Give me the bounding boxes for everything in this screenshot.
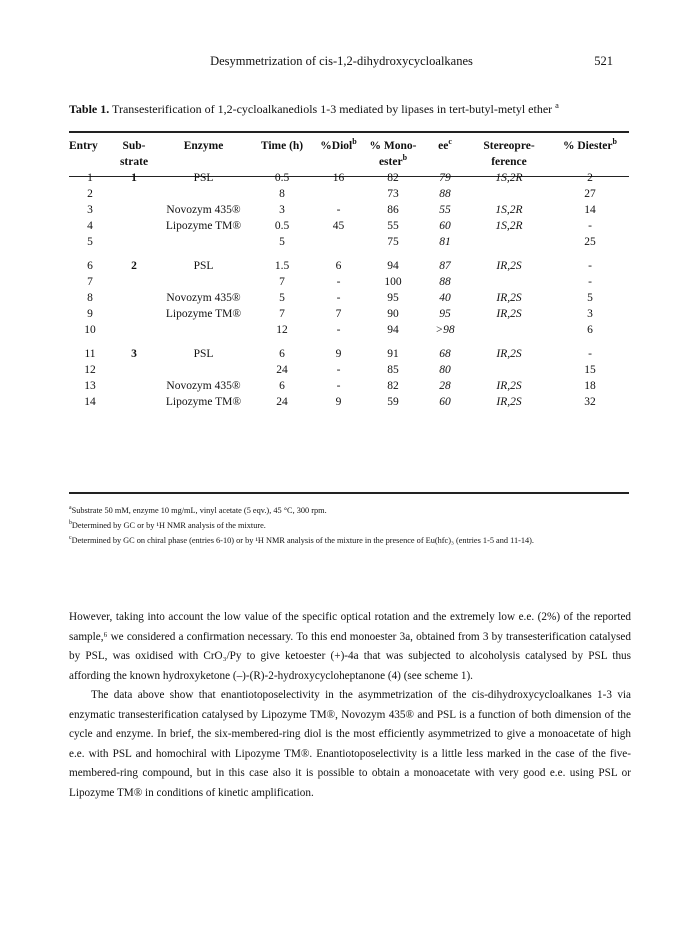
cell-time: 7 — [279, 276, 285, 288]
cell-time: 1.5 — [274, 260, 290, 272]
cell-diol: 6 — [335, 260, 342, 272]
cell-stereo: 1S,2R — [495, 172, 523, 184]
cell-substrate — [111, 362, 157, 378]
cell-entry: 3 — [87, 204, 93, 216]
cell-mono: 82 — [387, 380, 399, 392]
col-diester: % Diester$^b$ — [563, 137, 617, 152]
cell-entry: 14 — [84, 396, 96, 408]
cell-time: 6 — [279, 380, 285, 392]
cell-diester: 15 — [584, 364, 596, 376]
cell-diol: - — [336, 364, 341, 376]
cell-substrate — [111, 378, 157, 394]
cell-stereo — [467, 234, 551, 250]
cell-diester: 6 — [587, 324, 593, 336]
cell-substrate — [111, 306, 157, 322]
table-bottom-rule — [69, 492, 629, 494]
cell-entry: 7 — [87, 276, 93, 288]
col-monoester: % Mono- ester$^b$ — [369, 140, 417, 168]
col-diol: %Diol$^b$ — [320, 137, 357, 152]
table-row — [69, 306, 629, 322]
table-row — [69, 378, 629, 394]
cell-ee: 88 — [439, 188, 451, 200]
cell-substrate — [111, 202, 157, 218]
table-caption — [69, 102, 629, 117]
cell-substrate: 2 — [131, 260, 137, 272]
cell-entry: 2 — [87, 188, 93, 200]
cell-diol — [314, 234, 363, 250]
cell-diester: - — [588, 260, 592, 272]
cell-diester: 18 — [584, 380, 596, 392]
cell-diol: 9 — [335, 348, 342, 360]
cell-ee: 81 — [439, 236, 451, 248]
cell-ee: 28 — [439, 380, 451, 392]
cell-stereo: IR,2S — [496, 260, 522, 272]
cell-entry: 8 — [87, 292, 93, 304]
cell-diester: 32 — [584, 396, 596, 408]
cell-substrate — [111, 290, 157, 306]
cell-diol: 16 — [332, 172, 345, 184]
cell-enzyme — [157, 234, 250, 250]
cell-entry: 6 — [87, 260, 93, 272]
cell-substrate: 3 — [131, 348, 137, 360]
cell-substrate — [111, 322, 157, 338]
table-row — [69, 218, 629, 234]
cell-diol: 7 — [335, 308, 342, 320]
col-enzyme: Enzyme — [183, 140, 224, 152]
cell-enzyme — [157, 186, 250, 202]
table-header-row — [69, 138, 629, 170]
cell-stereo: IR,2S — [496, 308, 522, 320]
table-caption-text: Transesterification of 1,2-cycloalkanediols 1-3 mediated by lipases in tert-butyl-metyl ether — [112, 102, 553, 116]
cell-ee: 60 — [439, 220, 451, 232]
table-label: Table 1. — [69, 102, 110, 116]
cell-mono: 86 — [387, 204, 399, 216]
cell-enzyme — [157, 322, 250, 338]
col-entry: Entry — [69, 140, 98, 152]
cell-diester: 27 — [584, 188, 596, 200]
cell-ee: 68 — [439, 348, 451, 360]
cell-substrate: 1 — [131, 172, 137, 184]
cell-mono: 95 — [387, 292, 399, 304]
table-footnotes — [69, 503, 631, 548]
cell-diol: 9 — [335, 396, 342, 408]
cell-mono: 75 — [387, 236, 399, 248]
cell-ee: 80 — [439, 364, 451, 376]
cell-substrate — [111, 186, 157, 202]
cell-entry: 11 — [84, 348, 96, 360]
table-row — [69, 362, 629, 378]
cell-mono: 55 — [387, 220, 399, 232]
col-substrate: Sub- strate — [119, 140, 149, 168]
cell-time: 6 — [279, 348, 285, 360]
cell-mono: 94 — [387, 324, 399, 336]
cell-substrate — [111, 218, 157, 234]
cell-ee: 55 — [439, 204, 451, 216]
cell-enzyme: Novozym 435® — [166, 380, 241, 392]
cell-ee: 87 — [439, 260, 451, 272]
cell-mono: 100 — [384, 276, 402, 288]
cell-diester: 25 — [584, 236, 596, 248]
cell-mono: 82 — [387, 172, 399, 184]
cell-entry: 5 — [87, 236, 93, 248]
results-table — [69, 138, 629, 410]
cell-diol: - — [336, 276, 341, 288]
cell-ee: 79 — [439, 172, 451, 184]
cell-time: 0.5 — [274, 220, 290, 232]
cell-entry: 4 — [87, 220, 93, 232]
cell-enzyme: Lipozyme TM® — [165, 396, 242, 408]
table-row — [69, 234, 629, 250]
cell-entry: 10 — [84, 324, 96, 336]
paragraph-2: The data above show that enantiotoposelectivity in the asymmetrization of the cis-dihydroxycycloalkanes 1-3 via enzymatic transesterification catalysed by Lipozyme TM®, Novozym 435® and PSL is a function of both dimension of the cycle and enzyme. In brief, the six-membered-ring diol is the most efficiently asymmetrized to give a monoacetate of high e.e. with PSL and homochiral with Lipozyme TM®. Enantiotoposelectivity is a little less marked in the case of the five-membered-ring compound, but in this case also it is possible to obtain a monoacetate with very good e.e. using PSL or Lipozyme TM® in conditions of kinetic amplification. — [69, 689, 631, 799]
table-row — [69, 394, 629, 410]
table-row — [69, 346, 629, 362]
cell-stereo: IR,2S — [496, 380, 522, 392]
table-row — [69, 274, 629, 290]
cell-substrate — [111, 234, 157, 250]
cell-enzyme: Lipozyme TM® — [165, 220, 242, 232]
cell-mono: 59 — [387, 396, 399, 408]
cell-diester: - — [588, 276, 592, 288]
cell-ee: 60 — [439, 396, 451, 408]
cell-ee: 88 — [439, 276, 451, 288]
cell-enzyme: PSL — [193, 348, 214, 360]
table-row — [69, 290, 629, 306]
cell-diol: - — [336, 380, 341, 392]
table-row — [69, 202, 629, 218]
cell-diester: 2 — [587, 172, 593, 184]
cell-diol — [314, 186, 363, 202]
cell-entry: 12 — [84, 364, 96, 376]
cell-stereo — [467, 362, 551, 378]
col-stereopreference: Stereopre- ference — [483, 140, 535, 168]
cell-stereo — [467, 186, 551, 202]
table-row — [69, 170, 629, 186]
cell-enzyme: PSL — [193, 260, 214, 272]
col-time: Time (h) — [260, 140, 304, 152]
running-title: Desymmetrization of cis-1,2-dihydroxycycloalkanes — [210, 54, 473, 68]
table-row — [69, 322, 629, 338]
cell-diester: 3 — [587, 308, 593, 320]
table-row — [69, 186, 629, 202]
cell-entry: 9 — [87, 308, 93, 320]
col-ee: $ee^c$ — [438, 137, 452, 152]
cell-diol: 45 — [332, 220, 345, 232]
cell-time: 24 — [276, 364, 288, 376]
cell-time: 24 — [276, 396, 288, 408]
cell-diester: - — [588, 348, 592, 360]
cell-entry: 1 — [87, 172, 93, 184]
cell-mono: 73 — [387, 188, 399, 200]
paragraph-1: However, taking into account the low value of the specific optical rotation and the extremely low e.e. (2%) of the reported sample,⁶ we considered a confirmation necessary. To this end monoester 3a, obtained from 3 by transesterification catalysed by PSL, was oxidised with CrO₃/Py to give ketoester (+)-4a that was subjected to alcoholysis catalysed by PSL thus affording the known hydroxyketone (–)-(R)-2-hydroxycycloheptanone (4) (see scheme 1). — [69, 611, 631, 682]
cell-mono: 85 — [387, 364, 399, 376]
cell-enzyme: PSL — [193, 172, 214, 184]
cell-enzyme: Lipozyme TM® — [165, 308, 242, 320]
cell-time: 3 — [279, 204, 285, 216]
cell-enzyme — [157, 362, 250, 378]
cell-stereo — [467, 274, 551, 290]
table-top-rule — [69, 131, 629, 133]
footnote-a: $^a$Substrate 50 mM, enzyme 10 mg/mL, vinyl acetate (5 eqv.), 45 °C, 300 rpm. — [69, 505, 327, 515]
cell-diol: - — [336, 204, 341, 216]
cell-time: 5 — [279, 292, 285, 304]
table-row — [69, 258, 629, 274]
cell-entry: 13 — [84, 380, 96, 392]
caption-footnote-mark: a — [555, 101, 559, 110]
cell-mono: 90 — [387, 308, 399, 320]
cell-time: 8 — [279, 188, 285, 200]
cell-enzyme — [157, 274, 250, 290]
cell-stereo: 1S,2R — [495, 220, 523, 232]
cell-diester: 5 — [587, 292, 593, 304]
cell-diol: - — [336, 324, 341, 336]
cell-mono: 91 — [387, 348, 399, 360]
cell-stereo: IR,2S — [496, 348, 522, 360]
group-spacer — [69, 250, 629, 258]
cell-stereo: IR,2S — [496, 292, 522, 304]
cell-substrate — [111, 394, 157, 410]
cell-stereo: 1S,2R — [495, 204, 523, 216]
cell-stereo: IR,2S — [496, 396, 522, 408]
cell-time: 7 — [279, 308, 285, 320]
cell-stereo — [467, 322, 551, 338]
cell-enzyme: Novozym 435® — [166, 204, 241, 216]
footnote-b: $^b$Determined by GC or by ¹H NMR analysis of the mixture. — [69, 520, 266, 530]
cell-mono: 94 — [387, 260, 399, 272]
body-text — [69, 608, 631, 803]
footnote-c: $^c$Determined by GC on chiral phase (entries 6-10) or by ¹H NMR analysis of the mixture in the presence of Eu(hfc)₃ (entries 1-5 and 11-14). — [69, 535, 534, 545]
cell-diester: 14 — [584, 204, 596, 216]
cell-substrate — [111, 274, 157, 290]
page-number: 521 — [594, 54, 613, 68]
cell-ee: 40 — [439, 292, 451, 304]
cell-time: 12 — [276, 324, 288, 336]
cell-enzyme: Novozym 435® — [166, 292, 241, 304]
cell-ee: >98 — [435, 324, 455, 336]
cell-diol: - — [336, 292, 341, 304]
cell-diester: - — [588, 220, 592, 232]
cell-ee: 95 — [439, 308, 451, 320]
running-header — [0, 54, 683, 72]
cell-time: 5 — [279, 236, 285, 248]
group-spacer — [69, 338, 629, 346]
cell-time: 0.5 — [274, 172, 290, 184]
